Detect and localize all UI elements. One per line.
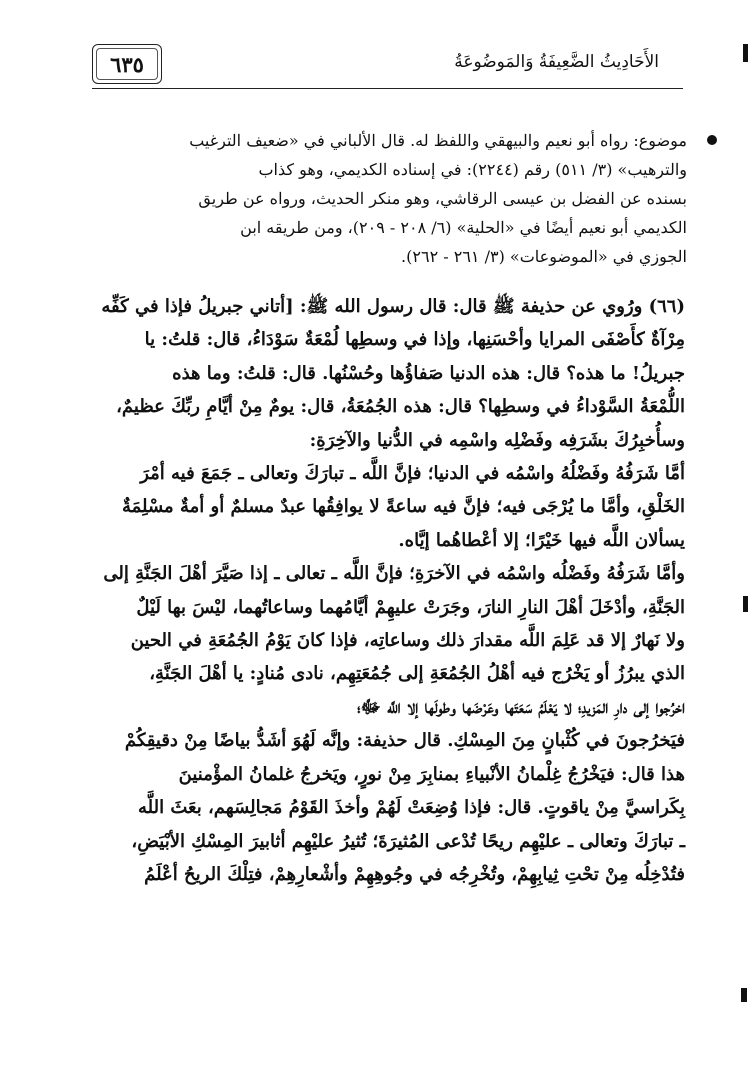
text-line: أمَّا شَرَفُهُ وفَضْلُهُ واسْمُه في الدنيا؛ فإنَّ اللَّه ـ تبارَكَ وتعالى ـ جَمَعَ فيه أمْرَ [140,463,685,485]
footnote-line: الجوزي في «الموضوعات» (٣/ ٢٦١ - ٢٦٢). [401,247,687,266]
text-line: الجَنَّةِ، وأدْخَلَ أهْلَ النارِ النارَ، وجَرَتْ عليهِمْ أيَّامُهما وساعاتُهما، ليْسَ بها لَيْلٌ [136,596,685,618]
text-line: اخرُجوا إلى دارِ المَزيدِ؛ لا يَعْلَمُ سَعَتَها وعَرْضَها وطولَها إلا اللَّه ﷻ؛ [356,696,685,718]
text-line: اللُّمْعَةُ السَّوْداءُ في وسطِها؟ قال: هذه الجُمُعَةُ، قال: يومٌ مِنْ أيَّامِ ربِّكَ عظيمٌ، [116,396,685,418]
text-line: الذي يبرُزُ أو يَخْرُج فيه أهْلُ الجُمُعَةِ إلى جُمُعَتِهِم، نادى مُنادٍ: يا أهْلَ الجَنَّةِ، [149,663,685,685]
running-title: الأَحَادِيثُ الضَّعِيفَةُ وَالمَوضُوعَةُ [454,52,659,72]
margin-mark [743,596,748,612]
text-line: بِكَراسيَّ مِنْ ياقوتٍ. قال: فإذا وُضِعَتْ لَهُمْ وأخذَ القَوْمُ مَجالِسَهم، بعَثَ اللَّه [137,797,685,819]
footnote-line: موضوع: رواه أبو نعيم والبيهقي واللفظ له. قال الألباني في «ضعيف الترغيب [189,131,687,150]
footnote-line: بسنده عن الفضل بن عيسى الرقاشي، وهو منكر الحديث، ورواه عن طريق [198,189,687,208]
text-line: (٦٦) ورُوي عن حذيفة ﷺ قال: قال رسول الله ﷺ: [أتاني جبريلُ فإذا في كَفِّه [101,296,685,317]
page-number: ٦٣٥ [110,51,144,77]
footnote-line: الكديمي أبو نعيم أيضًا في «الحلية» (٦/ ٢٠٨ - ٢٠٩)، ومن طريقه ابن [240,218,687,237]
text-line: الخَلْقِ، وأمَّا ما يُرْجَى فيه؛ فإنَّ فيه ساعةً لا يوافِقُها عبدٌ مسلمٌ أو أمةٌ مسْلِمَةٌ [121,496,685,518]
text-line: ـ تبارَكَ وتعالى ـ عليْهِم ريحًا تُدْعى المُثيرَةَ؛ تُثيرُ عليْهِم أثابيرَ المِسْكِ الأبْيَضِ، [131,830,685,852]
hadith-text [65,290,685,891]
text-line: مِرْآةٌ كأَصْفَى المرايا وأحْسَنِها، وإذا في وسطِها لُمْعَةٌ سَوْدَاءُ، قال: قلتُ: يا [144,329,685,351]
page-number-frame [92,44,162,84]
text-line: جبريلُ! ما هذه؟ قال: هذه الدنيا صَفاؤُها وحُسْنُها. قال: قلتُ: وما هذه [172,362,685,384]
margin-mark [743,44,748,62]
footnote-line: والترهيب» (٣/ ٥١١) رقم (٢٢٤٤): في إسناده الكديمي، وهو كذاب [258,160,687,179]
text-line: هذا قال: فيَخْرُجُ غِلْمانُ الأنْبياءِ بمنابِرَ مِنْ نورٍ، ويَخرجُ غلمانُ المؤْمنينَ [178,763,685,785]
header-rule [92,88,683,89]
text-line: فيَخرُجونَ في كُثْبانٍ مِنَ المِسْكِ. قال حذيفة: وإنَّه لَهُوَ أشَدُّ بياضًا مِنْ دقيقِكُمْ [124,730,685,752]
text-line: وسأُخبِرُكَ بشَرَفِه وفَضْلِه واسْمِه في الدُّنيا والآخِرَةِ: [309,429,685,451]
text-line: يسألان اللَّه فيها خَيْرًا؛ إلا أعْطاهُما إيَّاه. [398,529,685,551]
text-line: فتُدْخِلُه مِنْ تحْتِ ثِيابِهِمْ، وتُخْرِجُه في وجُوهِهِمْ وأشْعارِهِمْ، فتِلْكَ الريحُ أعْلَمُ [144,863,685,885]
text-line: ولا نَهارٌ إلا قد عَلِمَ اللَّه مقدارَ ذلك وساعاتِه، فإذا كانَ يَوْمُ الجُمُعَةِ في الحين [130,630,685,652]
margin-mark [741,988,747,1002]
text-line: وأمَّا شَرَفُهُ وفَضْلُه واسْمُه في الآخرَةِ؛ فإنَّ اللَّه ـ تعالى ـ إذا صَيَّرَ أهْلَ الجَنَّةِ إلى [103,563,685,585]
bullet-icon [707,135,717,145]
footnote-block [92,126,687,271]
